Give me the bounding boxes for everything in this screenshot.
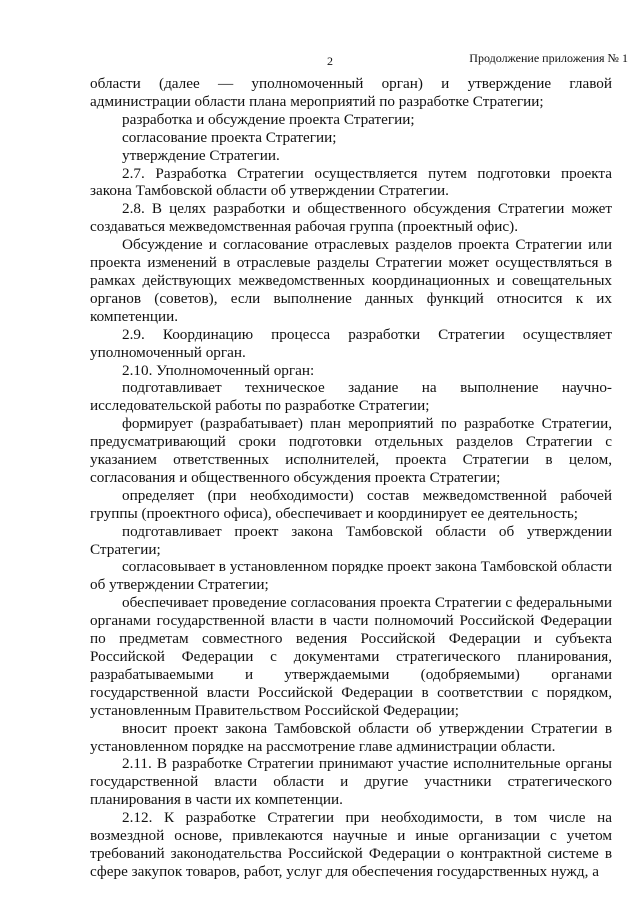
paragraph: согласование проекта Стратегии; bbox=[122, 128, 337, 146]
paragraph: утверждение Стратегии. bbox=[122, 146, 280, 164]
paragraph: обеспечивает проведение согласования проекта Стратегии с федеральными органами государственной власти в части полномочий Российской Федерации по предметам совместного ведения Российской Федерации и субъекта Российской Федерации с документами стратегического планирования, разрабатываемыми и утверждаемыми (одобряемыми) органами государственной власти Российской Федерации в соответствии с порядком, установленным Правительством Российской Федерации; bbox=[90, 594, 612, 719]
paragraph: разработка и обсуждение проекта Стратегии; bbox=[122, 110, 415, 128]
paragraph: Обсуждение и согласование отраслевых разделов проекта Стратегии или проекта изменений в отраслевые разделы Стратегии может осуществляться в рамках действующих межведомственных координационных и совещательных органов (советов), если выполнение данных функций относится к их компетенции. bbox=[90, 236, 612, 325]
paragraph: подготавливает техническое задание на выполнение научно-исследовательской работы по разработке Стратегии; bbox=[90, 379, 612, 415]
paragraph: согласовывает в установленном порядке проект закона Тамбовской области об утверждении Стратегии; bbox=[90, 558, 612, 594]
running-head: Продолжение приложения № 1 bbox=[469, 51, 628, 65]
paragraph: вносит проект закона Тамбовской области об утверждении Стратегии в установленном порядке на рассмотрение главе администрации области. bbox=[90, 719, 612, 755]
paragraph: подготавливает проект закона Тамбовской области об утверждении Стратегии; bbox=[90, 522, 612, 558]
page-number: 2 bbox=[327, 54, 333, 68]
document-body bbox=[90, 75, 612, 881]
paragraph: формирует (разрабатывает) план мероприятий по разработке Стратегии, предусматривающий сроки подготовки отдельных разделов Стратегии с указанием ответственных исполнителей, проекта Стратегии в целом, согласования и общественного обсуждения проекта Стратегии; bbox=[90, 415, 612, 486]
paragraph: 2.10. Уполномоченный орган: bbox=[122, 361, 315, 379]
paragraph: определяет (при необходимости) состав межведомственной рабочей группы (проектного офиса), обеспечивает и координирует ее деятельность; bbox=[90, 486, 612, 522]
paragraph: 2.7. Разработка Стратегии осуществляется путем подготовки проекта закона Тамбовской области об утверждении Стратегии. bbox=[90, 164, 612, 200]
paragraph: 2.11. В разработке Стратегии принимают участие исполнительные органы государственной власти области и другие участники стратегического планирования в части их компетенции. bbox=[90, 755, 612, 809]
paragraph: области (далее — уполномоченный орган) и утверждение главой администрации области плана мероприятий по разработке Стратегии; bbox=[90, 75, 612, 110]
paragraph: 2.8. В целях разработки и общественного обсуждения Стратегии может создаваться межведомственная рабочая группа (проектный офис). bbox=[90, 200, 612, 236]
paragraph: 2.12. К разработке Стратегии при необходимости, в том числе на возмездной основе, привлекаются научные и иные организации с учетом требований законодательства Российской Федерации о контрактной системе в сфере закупок товаров, работ, услуг для обеспечения государственных нужд, а bbox=[90, 809, 612, 880]
paragraph: 2.9. Координацию процесса разработки Стратегии осуществляет уполномоченный орган. bbox=[90, 325, 612, 361]
